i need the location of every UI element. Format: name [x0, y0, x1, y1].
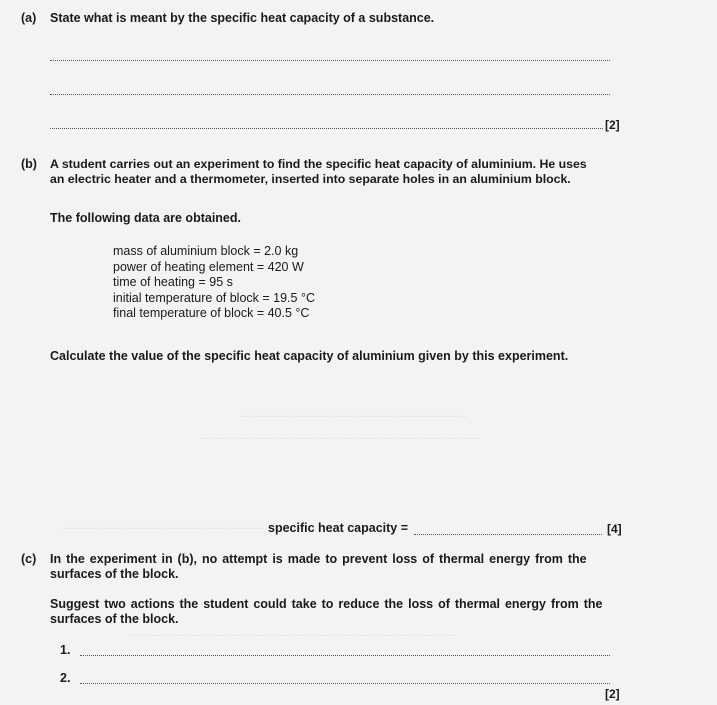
answer-line-shc[interactable]	[414, 534, 602, 535]
data-time: time of heating = 95 s	[113, 275, 233, 289]
data-power: power of heating element = 420 W	[113, 259, 304, 274]
data-mass: mass of aluminium block = 2.0 kg	[113, 244, 299, 258]
item-2-label: 2.	[60, 671, 71, 685]
exam-page: .......................................................................... ............................................................................................ .................................................................................. ........................................................................................................... (a) State what is meant by the specific heat capacity of a substance. [2] (b) A student carries out an experiment to find the specific heat capacity of aluminium. He uses an electric heater and a thermometer, inserted into separate holes in an aluminium block. The following data are obtained. mass of aluminium block = 2.0 kg power of heating element = 420 W time of heating = 95 s initial temperature of block = 19.5 °C final temperature of block = 40.5 °C Calculate the value of the specific heat capacity of aluminium given by this experiment. specific heat capacity = [4] (c) In the experiment in (b), no attempt is made to prevent loss of thermal energy from the surfaces of the block. Suggest two actions the student could take to reduce the loss of thermal energy from the surfaces of the block. 1. 2. [2]	[21, 11, 622, 701]
answer-line-c1[interactable]	[80, 655, 610, 656]
answer-line-c2[interactable]	[80, 683, 610, 684]
part-b-intro-line1: A student carries out an experiment to find the specific heat capacity of aluminium. He uses	[50, 157, 587, 171]
part-a-marks: [2]	[605, 118, 620, 132]
part-b-intro-line2: an electric heater and a thermometer, inserted into separate holes in an aluminium block.	[50, 172, 571, 186]
part-a-label: (a)	[21, 11, 37, 25]
part-b-calculate: Calculate the value of the specific heat capacity of aluminium given by this experiment.	[50, 349, 569, 363]
item-1-label: 1.	[60, 643, 71, 657]
data-final-temperature: final temperature of block = 40.5 °C	[113, 306, 310, 320]
answer-label-shc: specific heat capacity =	[268, 521, 409, 535]
part-c-line2: surfaces of the block.	[50, 567, 179, 581]
part-b-marks: [4]	[607, 522, 622, 536]
part-c-label: (c)	[21, 552, 37, 566]
answer-line-a2[interactable]	[50, 94, 610, 95]
part-c-marks: [2]	[605, 687, 620, 701]
part-c-line1: In the experiment in (b), no attempt is made to prevent loss of thermal energy from the	[50, 552, 587, 566]
part-b-data-intro: The following data are obtained.	[50, 211, 241, 225]
answer-line-a1[interactable]	[50, 60, 610, 61]
answer-line-a3[interactable]	[50, 128, 603, 129]
part-c-suggest-line1: Suggest two actions the student could take to reduce the loss of thermal energy from the	[50, 597, 603, 611]
part-c-suggest-line2: surfaces of the block.	[50, 612, 179, 626]
part-b-label: (b)	[21, 157, 37, 171]
data-initial-temperature: initial temperature of block = 19.5 °C	[113, 290, 315, 305]
part-a-question: State what is meant by the specific heat capacity of a substance.	[50, 11, 435, 25]
experiment-data-list	[113, 244, 315, 322]
